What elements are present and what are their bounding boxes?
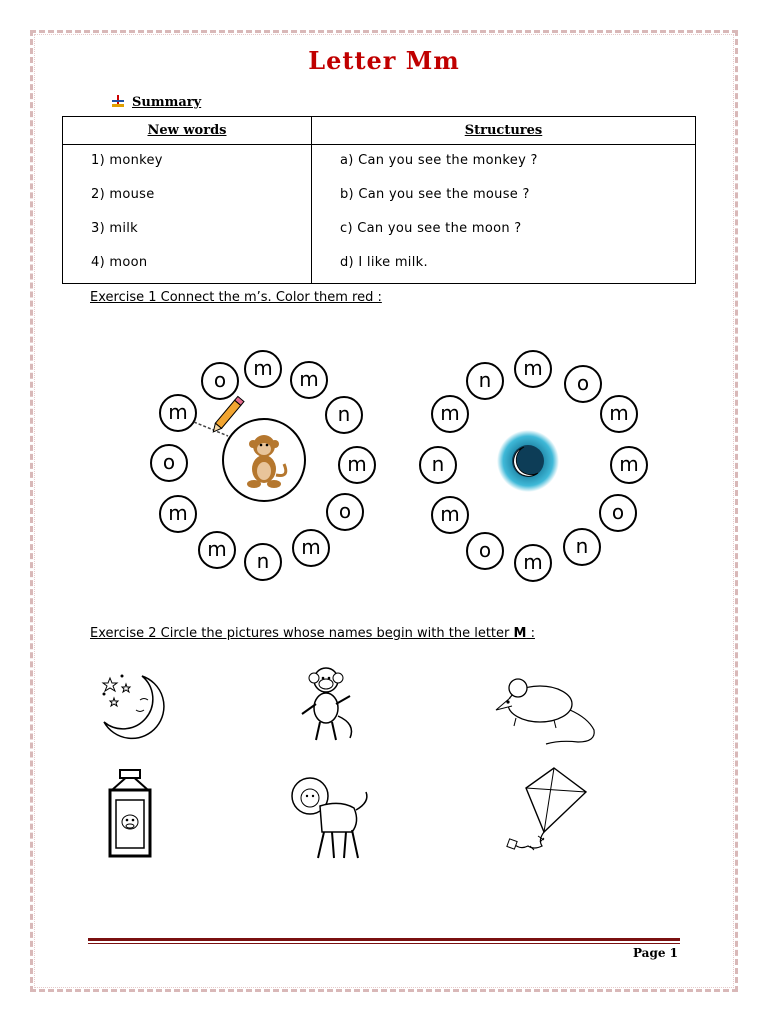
monkey-picture-icon[interactable] (292, 664, 362, 746)
word-item: 1) monkey (91, 153, 163, 168)
letter-bubble[interactable]: o (150, 444, 188, 482)
footer-rule (88, 938, 680, 941)
letter-bubble[interactable]: m (292, 529, 330, 567)
structure-item: a) Can you see the monkey ? (340, 153, 538, 168)
structures-column (312, 145, 696, 284)
exercise-2-suffix: : (526, 626, 535, 641)
exercise-2-instruction (90, 626, 535, 641)
milk-picture-icon[interactable] (106, 768, 154, 860)
letter-bubble[interactable]: m (600, 395, 638, 433)
letter-bubble[interactable]: m (159, 495, 197, 533)
word-item: 4) moon (91, 255, 148, 270)
letter-bubble[interactable]: m (244, 350, 282, 388)
exercise-1-instruction: Exercise 1 Connect the m’s. Color them red : (90, 290, 382, 305)
letter-bubble[interactable]: o (599, 494, 637, 532)
footer-rule-thin (88, 943, 680, 944)
header-structures: Structures (312, 117, 696, 145)
moon-picture-icon[interactable] (96, 670, 172, 746)
page-title: Letter Mm (308, 46, 460, 75)
exercise-2-letter: M (513, 626, 527, 641)
letter-bubble[interactable]: m (514, 544, 552, 582)
letter-bubble[interactable]: n (466, 362, 504, 400)
bullet-icon (112, 95, 124, 107)
letter-bubble[interactable]: n (563, 528, 601, 566)
page-number: Page 1 (632, 946, 678, 960)
word-item: 3) milk (91, 221, 138, 236)
letter-bubble[interactable]: o (564, 365, 602, 403)
letter-bubble[interactable]: n (325, 396, 363, 434)
exercise-2-text: Exercise 2 Circle the pictures whose names begin with the letter (90, 626, 514, 641)
letter-bubble[interactable]: m (431, 395, 469, 433)
summary-table (62, 116, 696, 284)
letter-bubble[interactable]: o (326, 493, 364, 531)
letter-bubble[interactable]: m (514, 350, 552, 388)
word-item: 2) mouse (91, 187, 155, 202)
letter-bubble[interactable]: o (201, 362, 239, 400)
letter-bubble[interactable]: m (290, 361, 328, 399)
letter-bubble[interactable]: m (198, 531, 236, 569)
summary-heading (112, 94, 201, 110)
moon-center-icon (496, 429, 560, 493)
words-column (63, 145, 312, 284)
letter-bubble[interactable]: o (466, 532, 504, 570)
letter-bubble[interactable]: n (419, 446, 457, 484)
pencil-icon (190, 392, 254, 438)
structure-item: b) Can you see the mouse ? (340, 187, 530, 202)
letter-circles-exercise (130, 330, 670, 590)
letter-bubble[interactable]: m (431, 496, 469, 534)
letter-bubble[interactable]: m (338, 446, 376, 484)
header-new-words: New words (63, 117, 312, 145)
kite-picture-icon[interactable] (498, 766, 590, 862)
mouse-picture-icon[interactable] (490, 670, 602, 752)
lion-picture-icon[interactable] (288, 772, 374, 862)
letter-bubble[interactable]: m (610, 446, 648, 484)
summary-label: Summary (132, 95, 202, 110)
structure-item: d) I like milk. (340, 255, 428, 270)
structure-item: c) Can you see the moon ? (340, 221, 522, 236)
letter-bubble[interactable]: n (244, 543, 282, 581)
letter-bubble[interactable]: m (159, 394, 197, 432)
